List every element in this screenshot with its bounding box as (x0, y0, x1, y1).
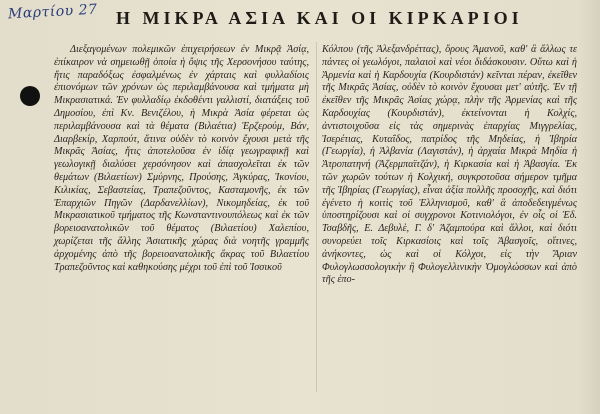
column-divider (316, 42, 317, 392)
article-column-right: Κόλπου (τῆς Ἀλεξανδρέττας), ὅρους Ἀμανοῦ, καθ' ἃ ἄλλως τε πάντες οἱ γεωλόγοι, παλαιοὶ καὶ νέοι διδάσκουσιν. Οὕτω καὶ ἡ Ἀρμενία καὶ ἡ Καρδουχία (Κουρδιστάν) κεῖνται πέραν, ἐκεῖθεν τῆς Μικρᾶς Ἀσίας, οὐδὲν τὸ κοινὸν ἔχουσαι μετ' αὐτῆς. Ἐν τῇ ἐκεῖθεν τῆς Μικρᾶς Ἀσίας χώρᾳ, πλὴν τῆς Ἀρμενίας καὶ τῆς Καρδουχίας (Κουρδιστάν), ἐκτείνονται ἡ Κολχίς, ἀντιστοιχοῦσα εἰς τὰς σημερινὰς ἐπαρχίας Μιγγρελίας, Ἰσερέτιας, Κυταΐδος, πατρίδος τῆς Μηδείας, ἡ Ἰβηρία (Γεωργία), ἡ Ἀλβανία (Λαγιστάν), ἡ ἀρχαία Μικρὰ Μηδία ἡ Ἀτροπατηνή (Ἀζερμπαϊτζάν), ἡ Κιρκασία καὶ ἡ Ἀβασγία. Ἐκ τῶν χωρῶν τούτων ἡ Κολχική, συγκροτοῦσα σήμερον τμῆμα τῆς Ἰβηρίας (Γεωργίας), εἶναι ἀξία πολλῆς προσοχῆς, καὶ διότι ἐγένετο ἡ κοιτὶς τοῦ Ἑλληνισμοῦ, καθ' ἃ ἀποδεδειγμένως ὑποστηρίζουσι καὶ οἱ συγχρονοι Κοτινιολόγοι, ἐν οἷς οἱ Ἐδ. Τσαβδῆς, Ε. Δεβυλὲ, Γ. δ' Ἀζαμπούρα καὶ ἄλλοι, καὶ διότι συνορεύει τοῖς Κιρκασίοις καὶ τοῖς Ἀβασγοῖς, οἵτινες, ἀνήκοντες, ὡς καὶ οἱ Κόλχοι, εἰς τὴν Ἄριαν Φυλογλωσσολογικὴν ἢ Φυλογελλινικὴν Ὁμογλώσσων καὶ ἀπὸ τῆς ἐπο- (322, 44, 577, 286)
punch-hole (20, 86, 40, 106)
article-headline: Η ΜΙΚΡΑ ΑΣΙΑ ΚΑΙ ΟΙ ΚΙΡΚΑΡΙΟΙ (116, 8, 523, 28)
article-column-left: Διεξαγομένων πολεμικῶν ἐπιχειρήσεων ἐν Μικρᾷ Ἀσίᾳ, ἐπίκαιρον νὰ σημειωθῇ ὁποία ἡ ὄψις τῆς Χερσονήσου ταύτης, ἥτις παραδόξως ἐσφαλμένως ἐν χάρταις καὶ φυλλαδίοις ἐπιονόμων τῶν χρόνων ὡς περιλαμβάνουσα καὶ τμήματα μὴ Μικρασιατικά. Ἐν φυλλαδίῳ ἐκδοθέντι γαλλιστί, διατάξεις τοῦ Δημοσίου, ἐπὶ Κν. Βενιζέλου, ἡ Μικρὰ Ἀσία φέρεται ὡς περιλαμβάνουσα καὶ τὰ θέματα (Βιλαέτια) Ἐρζερούμ, Βάν, Διαρβεκίρ, Χαρπούτ, ἅτινα οὐδὲν τὸ κοινὸν ἔχουσι μετὰ τῆς Μικρᾶς Ἀσίας, ἥτις ἀποτελοῦσα ἐν ἰδίᾳ γεωγραφικῇ καὶ γεωλογικῇ διαλύσει χερσόνησον καὶ ἀπασχολεῖται ἐκ τῶν θεμάτων (Βιλαετίων) Σμύρνης, Προύσης, Ἀγκύρας, Ἰκονίου, Κιλικίας, Σεβαστείας, Τραπεζοῦντος, Κασταμονῆς, ἐκ τῶν Ἐπαρχιῶν Πηγῶν (Δαρδανελλίων), Νικομηδείας, ἐκ τοῦ Μικρασιατικοῦ τμήματος τῆς Κωνσταντινουπόλεως καὶ ἐκ τῶν βορειοανατολικῶν τοῦ θέματος (Βιλαετίου) Χαλεπίου, χωρίζεται τῆς ἄλλης Ἀσιατικῆς χώρας διὰ νοητῆς γραμμῆς ἀρχομένης ἀπὸ τῆς βορειοανατολικῆς ἄκρας τοῦ Βιλαετίου Τραπεζοῦντος καὶ καθηκούσης μέχρι τοῦ ἐπὶ τοῦ Ἰσσικοῦ (54, 44, 309, 273)
handwritten-date-note: Μαρτίου 27 (7, 1, 98, 23)
page-edge-shadow (578, 0, 600, 414)
